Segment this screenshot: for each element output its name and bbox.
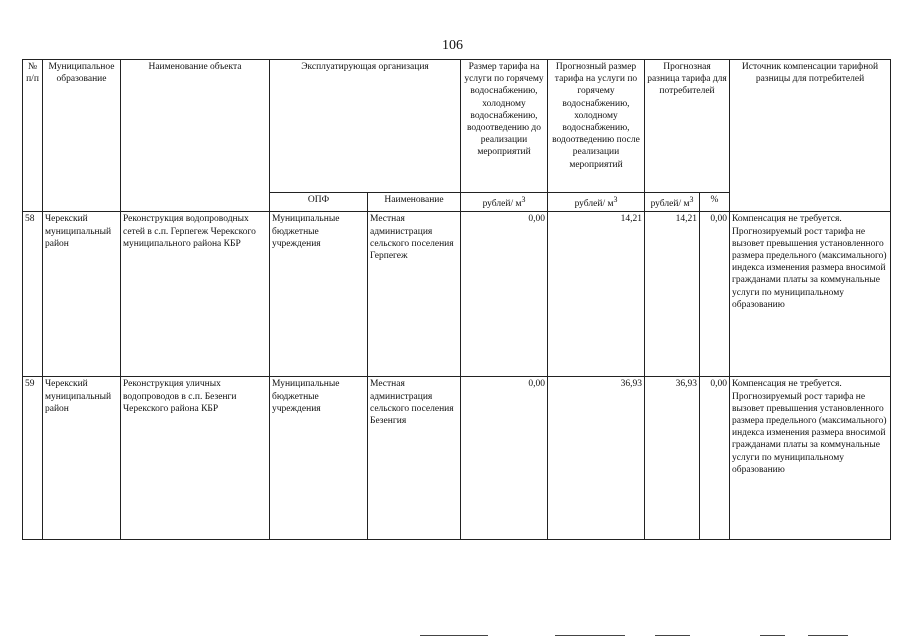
header-num: № п/п xyxy=(23,60,43,212)
header-municipality: Муниципальное образование xyxy=(43,60,121,212)
header-forecast-diff: Прогнозная разница тарифа для потребителей xyxy=(645,60,730,193)
header-object: Наименование объекта xyxy=(121,60,270,212)
header-operator: Эксплуатирующая организация xyxy=(270,60,461,193)
row-diff-pct: 0,00 xyxy=(700,377,730,540)
scan-artifact-line xyxy=(655,635,690,636)
unit-tariff xyxy=(461,193,548,212)
unit-superscript: 3 xyxy=(521,195,526,204)
scan-artifact-line xyxy=(760,635,785,636)
unit-percent: % xyxy=(700,193,730,212)
scan-artifact-line xyxy=(808,635,848,636)
row-number: 58 xyxy=(23,212,43,377)
table-row xyxy=(23,212,891,377)
header-opf: ОПФ xyxy=(270,193,368,212)
header-source: Источник компенсации тарифной разницы для потребителей xyxy=(730,60,891,212)
unit-label: рублей/ м xyxy=(650,199,690,210)
row-diff-pct: 0,00 xyxy=(700,212,730,377)
row-municipality: Черекский муниципальный район xyxy=(43,212,121,377)
header-tariff: Размер тарифа на услуги по горячему водоснабжению, холодному водоснабжению, водоотведению до реализации мероприятий xyxy=(461,60,548,193)
row-opf: Муниципальные бюджетные учреждения xyxy=(270,377,368,540)
unit-label: рублей/ м xyxy=(574,199,614,210)
unit-superscript: 3 xyxy=(613,195,618,204)
row-opf: Муниципальные бюджетные учреждения xyxy=(270,212,368,377)
scan-artifact-line xyxy=(555,635,625,636)
scan-artifact-line xyxy=(420,635,488,636)
unit-diff xyxy=(645,193,700,212)
row-object: Реконструкция водопроводных сетей в с.п. Герпегеж Черекского муниципального района КБР xyxy=(121,212,270,377)
row-forecast-tariff: 36,93 xyxy=(548,377,645,540)
row-source: Компенсация не требуется. Прогнозируемый рост тарифа не вызовет превышения установленного размера предельного (максимального) индекса изменения размера вносимой гражданами платы за коммунальные услуги по муниципальному образованию xyxy=(730,212,891,377)
row-diff-rub: 36,93 xyxy=(645,377,700,540)
row-municipality: Черекский муниципальный район xyxy=(43,377,121,540)
header-row xyxy=(23,60,891,193)
header-forecast-tariff: Прогнозный размер тарифа на услуги по горячему водоснабжению, холодному водоснабжению, водоотведению после реализации мероприятий xyxy=(548,60,645,193)
table-row xyxy=(23,377,891,540)
tariff-table xyxy=(22,59,891,540)
row-tariff: 0,00 xyxy=(461,212,548,377)
row-forecast-tariff: 14,21 xyxy=(548,212,645,377)
row-number: 59 xyxy=(23,377,43,540)
row-object: Реконструкция уличных водопроводов в с.п. Безенги Черекского района КБР xyxy=(121,377,270,540)
unit-superscript: 3 xyxy=(689,195,694,204)
page-number: 106 xyxy=(442,38,463,53)
row-diff-rub: 14,21 xyxy=(645,212,700,377)
unit-forecast xyxy=(548,193,645,212)
row-org-name: Местная администрация сельского поселения Герпегеж xyxy=(368,212,461,377)
row-tariff: 0,00 xyxy=(461,377,548,540)
row-org-name: Местная администрация сельского поселения Безенгия xyxy=(368,377,461,540)
row-source: Компенсация не требуется. Прогнозируемый рост тарифа не вызовет превышения установленного размера предельного (максимального) индекса изменения размера вносимой гражданами платы за коммунальные услуги по муниципальному образованию xyxy=(730,377,891,540)
unit-label: рублей/ м xyxy=(482,199,522,210)
header-org-name: Наименование xyxy=(368,193,461,212)
